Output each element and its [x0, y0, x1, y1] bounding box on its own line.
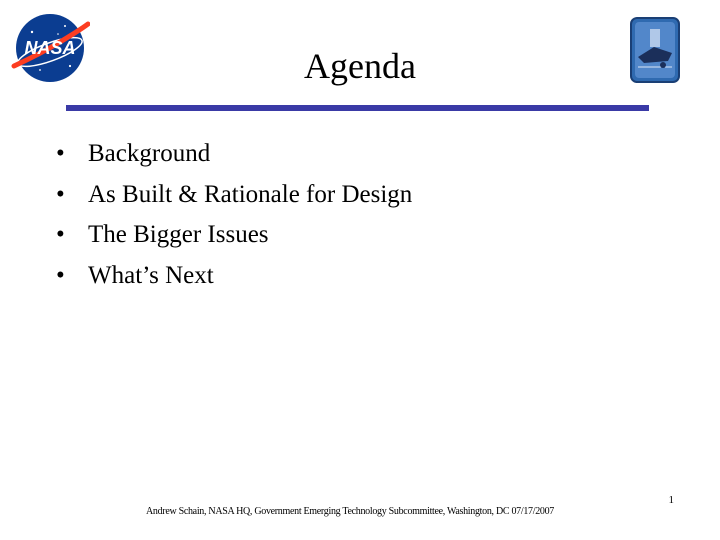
title-divider: [66, 105, 649, 111]
agenda-item-text: As Built & Rationale for Design: [88, 180, 413, 208]
agenda-item-text: What’s Next: [88, 261, 214, 289]
bullet-icon: •: [56, 140, 65, 167]
slide-footer: Andrew Schain, NASA HQ, Government Emerging Technology Subcommittee, Washington, DC 07/17/2007: [145, 506, 555, 517]
page-number: 1: [668, 494, 674, 506]
agenda-item: [56, 256, 412, 297]
nasa-logo-text: NASA: [24, 38, 76, 58]
agenda-item: [56, 215, 412, 256]
bullet-icon: •: [56, 221, 65, 248]
agenda-item-text: The Bigger Issues: [88, 221, 269, 248]
agenda-list: [56, 134, 412, 296]
bullet-icon: •: [56, 261, 65, 289]
agenda-item: [56, 134, 412, 175]
agenda-item-text: Background: [88, 140, 211, 167]
bullet-icon: •: [56, 180, 65, 208]
agenda-item: [56, 175, 412, 216]
slide-title: Agenda: [304, 46, 416, 86]
